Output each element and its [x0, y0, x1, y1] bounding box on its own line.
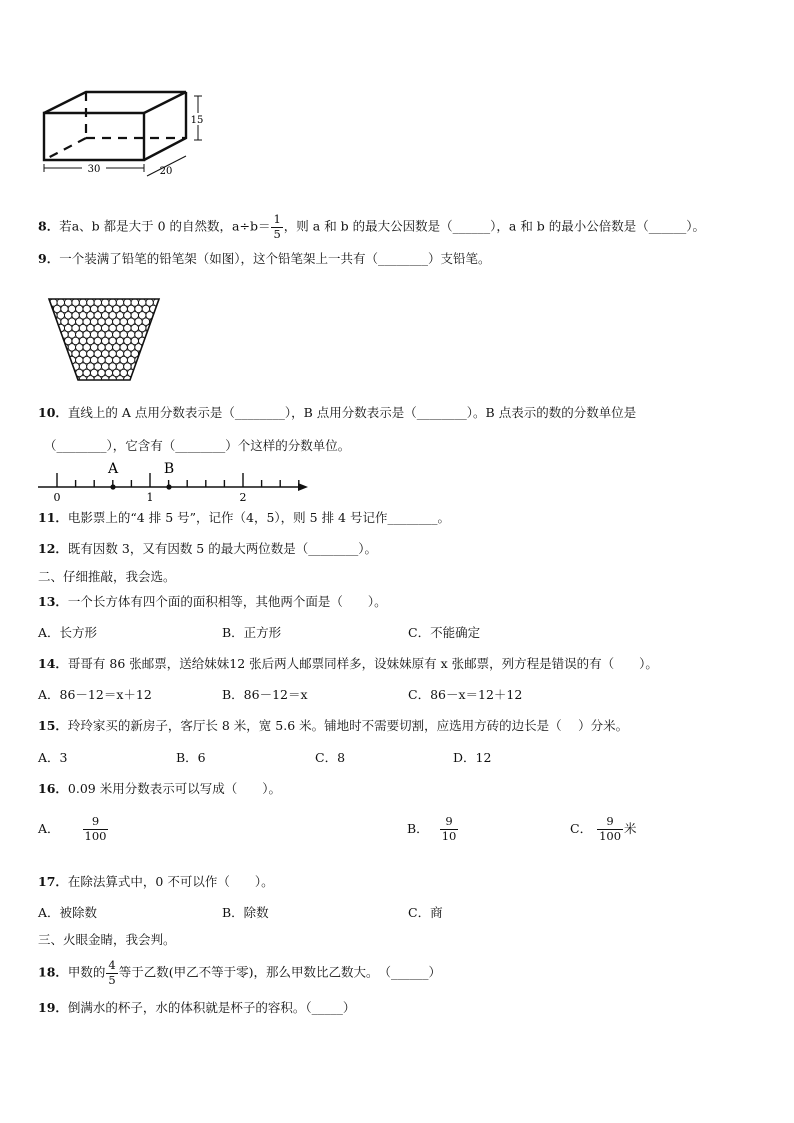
- pencil-circle: [61, 356, 68, 363]
- question-text: 在除法算式中，0 不可以作（ ）。: [67, 874, 274, 889]
- question-number: 8．: [38, 218, 60, 234]
- fraction-denominator: 10: [441, 828, 457, 843]
- question-text: ，则 a 和 b 的最大公因数是（______），a 和 b 的最小公倍数是（______）。: [283, 218, 706, 234]
- pencil-circle: [46, 350, 50, 357]
- tick-label-0: 0: [53, 491, 61, 504]
- pencil-circle: [98, 382, 105, 384]
- pencil-circle: [46, 356, 53, 363]
- question-number: 15．: [38, 718, 68, 733]
- pencil-circle: [135, 382, 142, 384]
- pencil-circle: [150, 331, 157, 338]
- pencil-circle: [142, 356, 149, 363]
- q14-option-c[interactable]: C．86－x＝12＋12: [408, 687, 523, 702]
- question-text: 玲玲家买的新房子，客厅长 8 米，宽 5.6 米。铺地时不需要切割，应选用方砖的边长是（ ）分米。: [67, 718, 629, 733]
- question-text: 一个长方体有四个面的面积相等，其他两个面是（ ）。: [67, 594, 387, 609]
- question-8: [38, 214, 705, 240]
- pencil-circle: [157, 369, 162, 376]
- q16-option-c[interactable]: [570, 816, 637, 842]
- pencil-circle: [127, 382, 134, 384]
- question-text: 哥哥有 86 张邮票，送给妹妹12 张后两人邮票同样多，设妹妹原有 x 张邮票，列方程是错误的有（ ）。: [67, 656, 658, 671]
- question-number: 17．: [38, 874, 68, 889]
- q17-option-a[interactable]: A．被除数: [38, 905, 98, 920]
- fraction-numerator: 4: [108, 958, 116, 972]
- pencil-circle: [61, 382, 68, 384]
- pencil-circle: [53, 382, 60, 384]
- pencil-circle: [46, 331, 53, 338]
- label-b: B: [163, 461, 175, 477]
- pencil-circle: [46, 312, 50, 319]
- unit-label: 米: [624, 821, 637, 836]
- question-number: 10．: [38, 405, 68, 420]
- pencil-circle: [50, 350, 57, 357]
- question-text: 既有因数 3，又有因数 5 的最大两位数是（________）。: [67, 541, 377, 556]
- q13-option-b[interactable]: B．正方形: [222, 625, 282, 640]
- pencil-circle: [161, 337, 162, 344]
- pencil-holder-figure: [46, 296, 162, 384]
- pencil-circle: [50, 337, 57, 344]
- pencil-circle: [142, 382, 149, 384]
- dim-height-label: 15: [190, 115, 204, 126]
- pencil-circle: [157, 318, 162, 325]
- question-number: 9．: [38, 251, 60, 266]
- question-text: 0.09 米用分数表示可以写成（ ）。: [67, 781, 281, 796]
- pencil-circle: [150, 356, 157, 363]
- pencil-circle: [50, 363, 57, 370]
- pencil-circle: [142, 369, 149, 376]
- question-13: [38, 594, 387, 610]
- pencil-circle: [161, 350, 162, 357]
- pencil-circle: [50, 376, 57, 383]
- pencil-circle: [65, 363, 72, 370]
- q16-option-a[interactable]: [38, 816, 109, 842]
- option-label: A．: [38, 821, 60, 836]
- fraction-denominator: 5: [108, 972, 116, 987]
- number-line-figure: [36, 458, 316, 504]
- section-3-title: 三、火眼金睛，我会判。: [38, 932, 176, 947]
- q15-option-a[interactable]: A．3: [38, 750, 68, 765]
- pencil-circle: [53, 356, 60, 363]
- pencil-circle: [135, 369, 142, 376]
- pencil-circle: [157, 331, 162, 338]
- question-18: [38, 960, 441, 986]
- pencil-circle: [50, 324, 57, 331]
- cuboid-top-edges: [44, 92, 186, 113]
- pencil-circle: [46, 324, 50, 331]
- question-text: 电影票上的“4 排 5 号”，记作（4，5），则 5 排 4 号记作________。: [67, 510, 450, 525]
- pencil-circle: [113, 382, 120, 384]
- cuboid-front-face: [44, 113, 144, 160]
- tick-label-2: 2: [239, 491, 247, 504]
- pencil-circle: [53, 369, 60, 376]
- question-12: [38, 541, 377, 557]
- dim-length-label: 30: [87, 164, 101, 175]
- question-number: 11．: [38, 510, 68, 525]
- question-number: 18．: [38, 964, 68, 980]
- pencil-circle: [46, 382, 53, 384]
- option-label: C．: [570, 821, 593, 836]
- fraction-numerator: 9: [445, 814, 453, 828]
- pencil-circle: [150, 369, 157, 376]
- question-10-line-2: [44, 438, 350, 454]
- q13-option-a[interactable]: A．长方形: [38, 625, 98, 640]
- pencil-circle: [46, 376, 50, 383]
- fraction: [83, 816, 109, 842]
- pencil-circle: [65, 376, 72, 383]
- point-a: [110, 484, 115, 489]
- cuboid-figure: [34, 88, 214, 184]
- question-17: [38, 874, 274, 890]
- pencil-circle: [161, 376, 162, 383]
- q17-option-c[interactable]: C．商: [408, 905, 443, 920]
- pencil-circle: [68, 382, 75, 384]
- pencil-circle: [53, 344, 60, 351]
- pencil-circle: [139, 363, 146, 370]
- question-text: 直线上的 A 点用分数表示是（________），B 点用分数表示是（________）。B 点表示的数的分数单位是: [67, 405, 637, 420]
- fraction-four-fifths: [106, 960, 117, 986]
- question-text: 倒满水的杯子，水的体积就是杯子的容积。（_____）: [67, 1000, 356, 1015]
- pencil-circle: [76, 382, 83, 384]
- pencil-circle: [139, 376, 146, 383]
- question-number: 16．: [38, 781, 68, 796]
- pencil-circle: [153, 337, 160, 344]
- pencil-circle: [146, 363, 153, 370]
- pencil-circle: [46, 337, 50, 344]
- q14-option-b[interactable]: B．86－12＝x: [222, 687, 308, 702]
- pencil-circle: [61, 369, 68, 376]
- pencil-circle: [146, 337, 153, 344]
- fraction-denominator: 100: [84, 828, 107, 843]
- question-9: [38, 251, 490, 267]
- fraction-denominator: 100: [599, 828, 622, 843]
- pencil-circle: [150, 382, 157, 384]
- pencil-circle: [153, 350, 160, 357]
- pencil-circle: [120, 382, 127, 384]
- pencil-circle: [46, 344, 53, 351]
- fraction-numerator: 9: [91, 814, 100, 828]
- pencil-circle: [57, 350, 64, 357]
- pencil-circle: [146, 376, 153, 383]
- question-number: 14．: [38, 656, 68, 671]
- pencil-circle: [157, 305, 162, 312]
- question-text: 甲数的: [67, 964, 106, 980]
- q16-option-b[interactable]: [407, 816, 459, 842]
- question-number: 13．: [38, 594, 68, 609]
- question-11: [38, 510, 450, 526]
- option-label: B．: [407, 821, 429, 836]
- number-line-arrow: [298, 483, 308, 491]
- pencil-circle: [153, 324, 160, 331]
- question-number: 12．: [38, 541, 68, 556]
- tick-label-1: 1: [146, 491, 154, 504]
- fraction-denominator: 5: [273, 226, 281, 241]
- fraction-one-fifth: [271, 214, 282, 240]
- q13-option-c[interactable]: C．不能确定: [408, 625, 481, 640]
- point-b: [166, 484, 171, 489]
- question-14: [38, 656, 658, 672]
- pencil-circle: [46, 363, 50, 370]
- question-19: [38, 1000, 355, 1016]
- pencil-circle: [83, 382, 90, 384]
- pencil-circle: [146, 350, 153, 357]
- pencil-circle: [150, 344, 157, 351]
- q15-option-d[interactable]: D．12: [453, 750, 492, 765]
- section-2-title: 二、仔细推敲，我会选。: [38, 569, 176, 584]
- pencil-circle: [161, 299, 162, 306]
- pencil-circle: [153, 376, 160, 383]
- pencil-circle: [161, 312, 162, 319]
- question-16: [38, 781, 281, 797]
- pencil-circle: [161, 324, 162, 331]
- q15-option-b[interactable]: B．6: [176, 750, 206, 765]
- q14-option-a[interactable]: A．86－12＝x＋12: [38, 687, 152, 702]
- pencil-circle: [153, 363, 160, 370]
- question-10-line-1: [38, 405, 636, 421]
- pencil-circle: [57, 363, 64, 370]
- pencil-circle: [157, 382, 162, 384]
- label-a: A: [107, 461, 119, 477]
- fraction-numerator: 9: [606, 814, 614, 828]
- pencil-circle: [53, 331, 60, 338]
- question-text: 等于乙数(甲乙不等于零)，那么甲数比乙数大。 （______）: [118, 964, 442, 980]
- pencil-circle: [46, 369, 53, 376]
- q15-option-c[interactable]: C．8: [315, 750, 346, 765]
- question-number: 19．: [38, 1000, 68, 1015]
- pencil-circle: [46, 318, 53, 325]
- pencil-circle: [157, 344, 162, 351]
- pencil-circle: [90, 382, 97, 384]
- pencil-circle: [105, 382, 112, 384]
- question-text: （________），它含有（________）个这样的分数单位。: [44, 438, 351, 453]
- question-text: 若a、b 都是大于 0 的自然数，a÷b＝: [59, 218, 271, 234]
- q17-option-b[interactable]: B．除数: [222, 905, 269, 920]
- pencil-circle: [131, 376, 138, 383]
- pencil-circle: [157, 356, 162, 363]
- fraction: [597, 816, 623, 842]
- dim-width-label: 20: [159, 166, 173, 177]
- fraction: [440, 816, 459, 842]
- question-text: 一个装满了铅笔的铅笔架（如图），这个铅笔架上一共有（________）支铅笔。: [59, 251, 491, 266]
- pencil-circle: [57, 376, 64, 383]
- pencil-circle: [161, 363, 162, 370]
- question-15: [38, 718, 628, 734]
- fraction-numerator: 1: [273, 212, 281, 226]
